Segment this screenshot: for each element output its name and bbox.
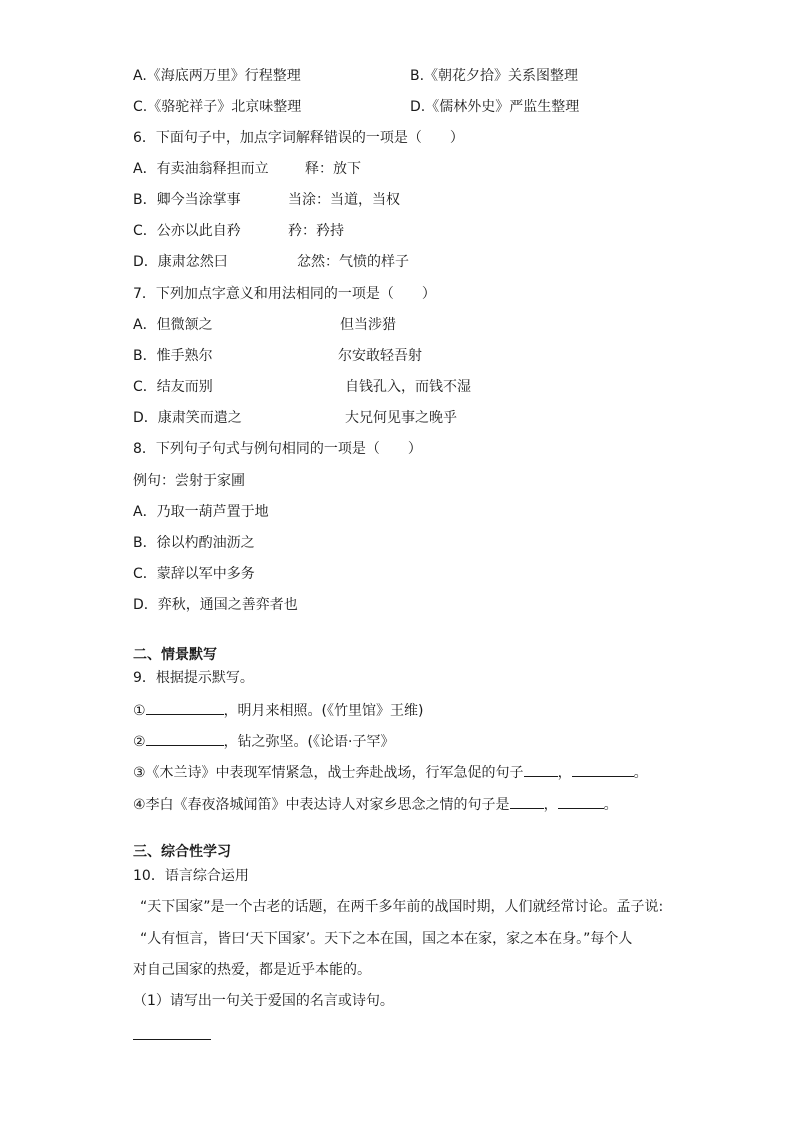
section3-heading: 三、综合性学习 [133, 844, 231, 860]
q6-option-a [133, 159, 269, 179]
q8-option-d: D．弈秋，通国之善弈者也 [133, 597, 298, 613]
q6-option-b [133, 190, 241, 210]
q9-item-2-marker: ② [133, 734, 146, 750]
q9-item-1-text: ，明月来相照。(《竹里馆》王维) [223, 703, 424, 719]
q5-option-a: A.《海底两万里》行程整理 [133, 68, 301, 84]
q6-d-sentence: D．康肃忿然曰 [133, 254, 228, 270]
q7-b-left: B．惟手熟尔 [133, 348, 213, 364]
q6-option-d [133, 252, 228, 272]
q10-paragraph-line-1: “天下国家”是一个古老的话题，在两千多年前的战国时期，人们就经常讨论。孟子说: [140, 899, 664, 915]
q9-item-3-blank-1[interactable] [524, 762, 558, 777]
q9-item-3 [133, 762, 648, 783]
q7-b-right: 尔安敢轻吾射 [338, 348, 422, 364]
q6-c-gloss-wrap [288, 221, 344, 241]
q8-example: 例句：尝射于家圃 [133, 473, 245, 489]
q9-item-4-text: ④李白《春夜洛城闻笛》中表达诗人对家乡思念之情的句子是 [133, 797, 510, 813]
q10-paragraph-line-2: “人有恒言，皆曰‘天下国家’。天下之本在国，国之本在家，家之本在身。”每个人 [140, 931, 633, 947]
q5-option-d: D.《儒林外史》严监生整理 [410, 99, 580, 115]
q10-answer-blank[interactable] [133, 1039, 211, 1040]
q9-item-3-blank-2[interactable] [572, 762, 634, 777]
q9-item-1-blank[interactable] [146, 700, 224, 715]
q5-option-c: C.《骆驼祥子》北京味整理 [133, 99, 302, 115]
q7-d-right: 大兄何见事之晚乎 [345, 410, 457, 426]
q9-item-3-sep: ， [557, 765, 572, 781]
q9-item-1 [133, 700, 424, 721]
q7-c-right: 自钱孔入，而钱不湿 [345, 379, 471, 395]
q5-option-b: B.《朝花夕拾》关系图整理 [410, 68, 579, 84]
q9-stem: 9．根据提示默写。 [133, 670, 254, 686]
q10-sub-question-1: （1）请写出一句关于爱国的名言或诗句。 [133, 993, 394, 1009]
q10-stem: 10．语言综合运用 [133, 868, 249, 884]
q5-option-d-wrap [410, 97, 579, 117]
q6-b-sentence: B．卿今当涂掌事 [133, 192, 241, 208]
q7-a-left: A．但微颔之 [133, 317, 213, 333]
q7-stem: 7．下列加点字意义和用法相同的一项是（ ） [133, 286, 436, 302]
q6-b-gloss-wrap [288, 190, 400, 210]
q6-b-gloss: 当涂：当道，当权 [288, 192, 400, 208]
q7-d-left: D．康肃笑而遣之 [133, 410, 242, 426]
q9-item-4-end: 。 [603, 797, 618, 813]
q8-stem: 8．下列句子句式与例句相同的一项是（ ） [133, 441, 422, 457]
q9-item-4-blank-2[interactable] [558, 794, 604, 809]
q6-a-gloss-wrap [305, 159, 361, 179]
q9-item-4 [133, 794, 618, 815]
q8-option-b: B．徐以杓酌油沥之 [133, 535, 255, 551]
q6-c-gloss: 矜：矜持 [288, 223, 344, 239]
q9-item-2-text: ，钻之弥坚。(《论语·子罕》 [223, 734, 395, 750]
q9-item-3-end: 。 [633, 765, 648, 781]
q6-d-gloss: 忿然：气愤的样子 [297, 254, 409, 270]
q8-option-c: C．蒙辞以军中多务 [133, 566, 255, 582]
q6-option-c [133, 221, 241, 241]
q9-item-3-text: ③《木兰诗》中表现军情紧急，战士奔赴战场，行军急促的句子 [133, 765, 524, 781]
q6-c-sentence: C．公亦以此自矜 [133, 223, 241, 239]
q7-c-left: C．结友而别 [133, 379, 213, 395]
q10-paragraph-line-3: 对自己国家的热爱，都是近乎本能的。 [133, 962, 371, 978]
section2-heading: 二、情景默写 [133, 647, 217, 663]
q8-option-a: A．乃取一葫芦置于地 [133, 504, 269, 520]
q9-item-4-blank-1[interactable] [510, 794, 544, 809]
q9-item-1-marker: ① [133, 703, 146, 719]
q6-d-gloss-wrap [297, 252, 409, 272]
q6-stem: 6．下面句子中，加点字词解释错误的一项是（ ） [133, 130, 464, 146]
q5-option-b-wrap [410, 66, 578, 86]
q6-a-sentence: A．有卖油翁释担而立 [133, 161, 269, 177]
q9-item-2-blank[interactable] [146, 731, 224, 746]
q9-item-2 [133, 731, 394, 752]
q7-a-right: 但当涉猎 [340, 317, 396, 333]
q9-item-4-sep: ， [543, 797, 558, 813]
q5-options-row-1 [133, 66, 301, 86]
q6-a-gloss: 释：放下 [305, 161, 361, 177]
q5-options-row-2 [133, 97, 301, 117]
